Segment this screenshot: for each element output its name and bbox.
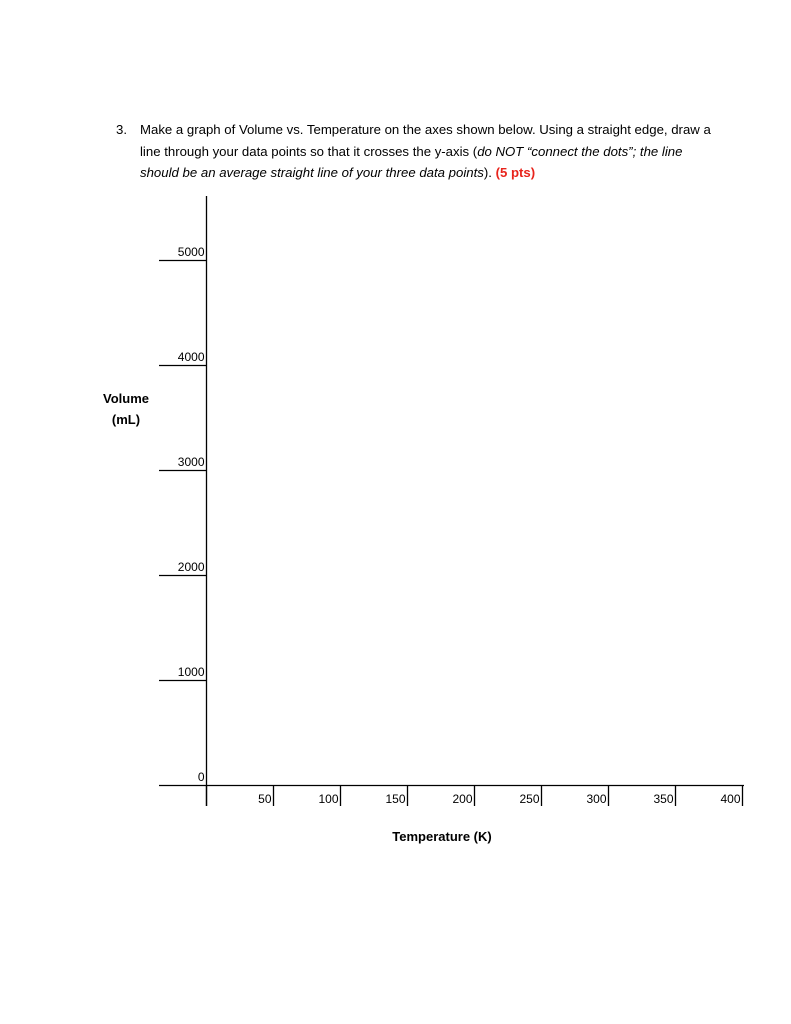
y-tick-label: 2000	[177, 560, 205, 574]
question-close: ).	[483, 165, 492, 180]
x-tick-label: 350	[653, 792, 674, 806]
x-tick-label: 50	[258, 792, 272, 806]
x-tick-label: 400	[720, 792, 741, 806]
y-tick-label: 1000	[177, 665, 205, 679]
y-tick-label: 0	[197, 770, 205, 784]
y-tick-label: 3000	[177, 455, 205, 469]
x-tick-group	[207, 785, 743, 806]
x-tick-label: 150	[385, 792, 406, 806]
y-tick-label: 5000	[177, 245, 205, 259]
x-tick-label: 250	[519, 792, 540, 806]
y-axis-label-unit: (mL)	[111, 412, 141, 427]
y-axis-label	[86, 388, 166, 430]
x-tick-label: 200	[452, 792, 473, 806]
y-tick-group	[159, 245, 207, 784]
x-axis-label: Temperature (K)	[392, 829, 492, 844]
points-value: (5 pts)	[495, 165, 536, 180]
y-axis-label-title: Volume	[103, 391, 149, 406]
question-number: 3.	[116, 122, 127, 137]
x-tick-label: 100	[318, 792, 339, 806]
question-intro: Make a graph of Volume vs. Temperature on the axes shown below. Using a straight edge, draw a line through your data points so that it crosses the y-axis (	[140, 122, 711, 159]
question-italic-instruction: do NOT “connect the dots”; the line should be an average straight line of your three data points	[140, 143, 683, 180]
y-tick-label: 4000	[177, 350, 205, 364]
x-tick-label: 300	[586, 792, 607, 806]
